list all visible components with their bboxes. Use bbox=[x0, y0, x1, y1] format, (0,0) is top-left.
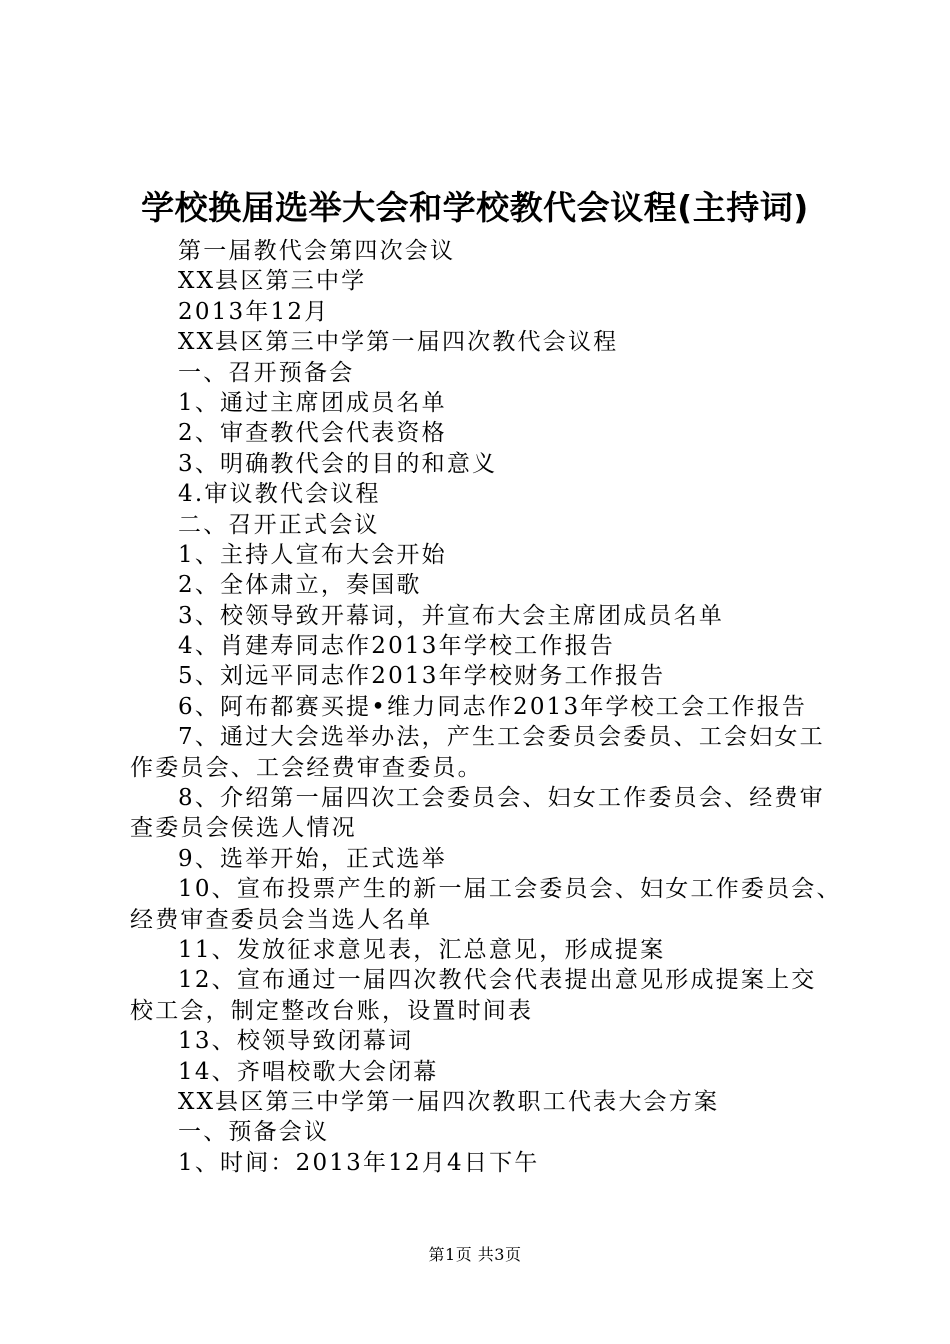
body-line: 1、时间：2013年12月4日下午 bbox=[178, 1149, 540, 1176]
body-line: XX县区第三中学第一届四次教代会议程 bbox=[178, 329, 619, 356]
body-line: 4.审议教代会议程 bbox=[178, 481, 381, 508]
body-line: XX县区第三中学 bbox=[178, 268, 367, 295]
body-line: 11、发放征求意见表，汇总意见，形成提案 bbox=[178, 936, 666, 963]
body-line: 2、审查教代会代表资格 bbox=[178, 420, 447, 447]
body-line: 12、宣布通过一届四次教代会代表提出意见形成提案上交 bbox=[178, 967, 817, 994]
body-line: 2、全体肃立，奏国歌 bbox=[178, 572, 422, 599]
body-line: 3、明确教代会的目的和意义 bbox=[178, 450, 498, 477]
body-line: 查委员会侯选人情况 bbox=[130, 815, 357, 842]
body-line: 校工会，制定整改台账，设置时间表 bbox=[130, 997, 534, 1024]
body-line: 13、校领导致闭幕词 bbox=[178, 1028, 414, 1055]
body-line: 4、肖建寿同志作2013年学校工作报告 bbox=[178, 633, 615, 660]
body-line: 二、召开正式会议 bbox=[178, 511, 380, 538]
body-line: 1、主持人宣布大会开始 bbox=[178, 541, 447, 568]
document-title: 学校换届选举大会和学校教代会议程(主持词) bbox=[141, 188, 809, 227]
body-line: 6、阿布都赛买提•维力同志作2013年学校工会工作报告 bbox=[178, 693, 808, 720]
body-line: XX县区第三中学第一届四次教职工代表大会方案 bbox=[178, 1088, 720, 1115]
body-line: 7、通过大会选举办法，产生工会委员会委员、工会妇女工 bbox=[178, 724, 825, 751]
body-line: 作委员会、工会经费审查委员。 bbox=[130, 754, 483, 781]
body-line: 3、校领导致开幕词，并宣布大会主席团成员名单 bbox=[178, 602, 725, 629]
body-line: 2013年12月 bbox=[178, 298, 330, 325]
body-line: 5、刘远平同志作2013年学校财务工作报告 bbox=[178, 663, 666, 690]
body-line: 经费审查委员会当选人名单 bbox=[130, 906, 433, 933]
body-line: 9、选举开始，正式选举 bbox=[178, 845, 447, 872]
body-line: 8、介绍第一届四次工会委员会、妇女工作委员会、经费审 bbox=[178, 785, 825, 812]
body-line: 1、通过主席团成员名单 bbox=[178, 389, 447, 416]
page-footer: 第1页 共3页 bbox=[428, 1245, 522, 1264]
body-line: 14、齐唱校歌大会闭幕 bbox=[178, 1058, 439, 1085]
body-line: 一、召开预备会 bbox=[178, 359, 355, 386]
document-body bbox=[130, 236, 842, 1178]
body-line: 10、宣布投票产生的新一届工会委员会、妇女工作委员会、 bbox=[178, 876, 842, 903]
body-line: 第一届教代会第四次会议 bbox=[178, 238, 456, 264]
body-line: 一、预备会议 bbox=[178, 1119, 330, 1146]
